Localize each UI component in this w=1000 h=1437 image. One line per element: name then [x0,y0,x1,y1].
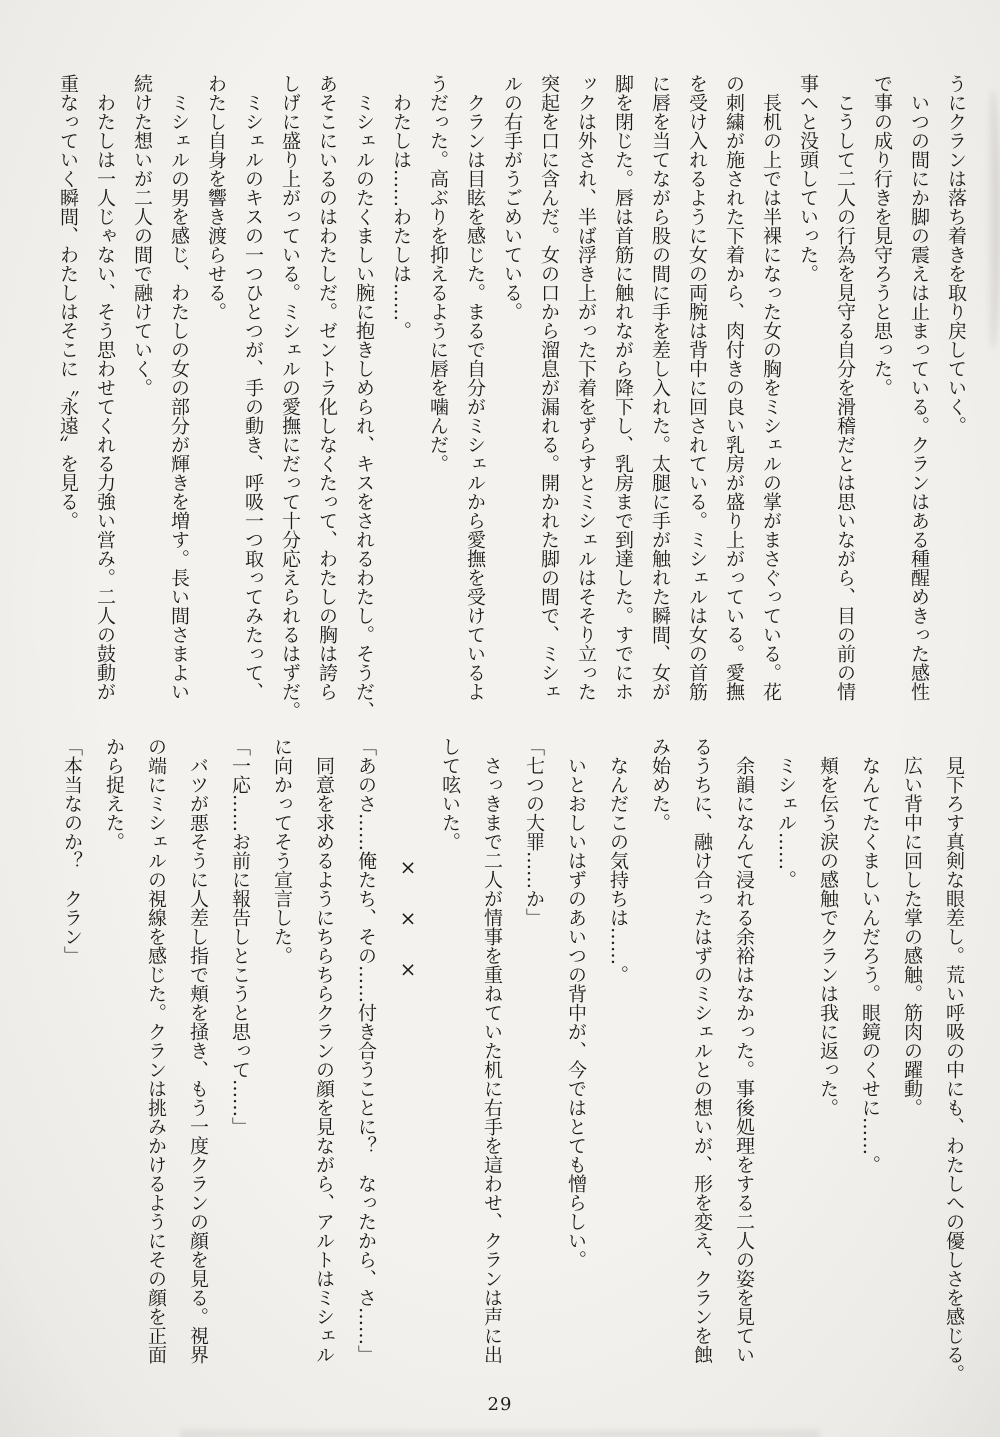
text-column: の刺繍が施された下着から、肉付きの良い乳房が盛り上がっている。愛撫 [723,74,745,701]
text-column: ミシェル……。 [775,737,797,889]
text-column: こうして二人の行為を見守る自分を滑稽だとは思いながら、目の前の情 [834,74,856,701]
text-column: わたし自身を響き渡らせる。 [205,74,227,321]
text-column: 「一応……お前に報告しとこうと思って……」 [229,737,251,1136]
text-column: わたしは……わたしは……。 [390,74,412,340]
page-number: 29 [487,1394,513,1415]
scene-break-separator: ××× [396,855,420,1008]
text-column: から捉えた。 [103,737,125,851]
text-column: 見下ろす真剣な眼差し。荒い呼吸の中にも、わたしへの優しさを感じる。 [943,737,965,1383]
text-column: に唇を当てながら股の間に手を差し入れた。太腿に手が触れた瞬間、女が [649,74,671,701]
text-column: 事へと没頭していった。 [797,74,819,283]
text-column: うにクランは落ち着きを取り戻していく。 [945,74,967,435]
text-column: 突起を口に含んだ。女の口から溜息が漏れる。開かれた脚の間で、ミシェ [538,74,560,701]
scan-artifact [986,90,1000,350]
text-column: で事の成り行きを見守ろうと思った。 [871,74,893,397]
text-column: 余韻になんて浸れる余裕はなかった。事後処理をする二人の姿を見てい [733,737,755,1364]
scan-artifact [180,1427,820,1437]
text-column: 広い背中に回した掌の感触。筋肉の躍動。 [901,737,923,1117]
text-column: 頬を伝う涙の感触でクランは我に返った。 [817,737,839,1117]
text-column: 「あのさ……俺たち、その……付き合うことに？ なったから、さ……」 [355,737,377,1364]
text-column: クランは目眩を感じた。まるで自分がミシェルから愛撫を受けているよ [464,74,486,701]
text-column: ミシェルの男を感じ、わたしの女の部分が輝きを増す。長い間さまよい [168,74,190,701]
text-column: なんだこの気持ちは……。 [607,737,629,984]
text-column: わたしは一人じゃない、そう思わせてくれる力強い営み。二人の鼓動が [94,74,116,701]
text-column: うだった。高ぶりを抑えるように唇を噛んだ。 [427,74,449,473]
text-column: ミシェルのキスの一つひとつが、手の動き、呼吸一つ取ってみたって、 [242,74,264,701]
text-column: るうちに、融け合ったはずのミシェルとの想いが、形を変え、クランを蝕 [691,737,713,1364]
text-column: ルの右手がうごめいている。 [501,74,523,321]
text-column: さっきまで二人が情事を重ねていた机に右手を這わせ、クランは声に出 [481,737,503,1364]
text-column: 脚を閉じた。唇は首筋に触れながら降下し、乳房まで到達した。すでにホ [612,74,634,701]
upper-text-block [49,74,974,724]
text-column: 同意を求めるようにちらちらクランの顔を見ながら、アルトはミシェル [313,737,335,1364]
text-column: いとおしいはずのあいつの背中が、今ではとても憎らしい。 [565,737,587,1269]
text-column: 重なっていく瞬間、わたしはそこに〝永遠〟を見る。 [57,74,79,530]
text-column: の端にミシェルの視線を感じた。クランは挑みかけるようにその顔を正面 [145,737,167,1364]
text-column: あそこにいるのはわたしだ。ゼントラ化しなくたって、わたしの胸は誇ら [316,74,338,701]
text-column: 「七つの大罪……か」 [523,737,545,927]
lower-text-block [51,737,975,1389]
text-column: 長机の上では半裸になった女の胸をミシェルの掌がまさぐっている。花 [760,74,782,701]
text-column: バツが悪そうに人差し指で頬を掻き、もう一度クランの顔を見る。視界 [187,737,209,1364]
text-column: に向かってそう宣言した。 [271,737,293,965]
text-column: なんてたくましいんだろう。眼鏡のくせに……。 [859,737,881,1174]
text-column: を受け入れるように女の両腕は背中に回されている。ミシェルは女の首筋 [686,74,708,701]
text-column: ミシェルのたくましい腕に抱きしめられ、キスをされるわたし。そうだ、 [353,74,375,720]
text-column: ックは外され、半ば浮き上がった下着をずらすとミシェルはそそり立った [575,74,597,701]
text-column: み始めた。 [649,737,671,832]
text-column: いつの間にか脚の震えは止まっている。クランはある種醒めきった感性 [908,74,930,701]
text-column: しげに盛り上がっている。ミシェルの愛撫にだって十分応えられるはずだ。 [279,74,301,720]
text-column: 続けた想いが二人の間で融けていく。 [131,74,153,397]
text-column: して呟いた。 [439,737,461,851]
text-column: 「本当なのか？ クラン」 [61,737,83,965]
